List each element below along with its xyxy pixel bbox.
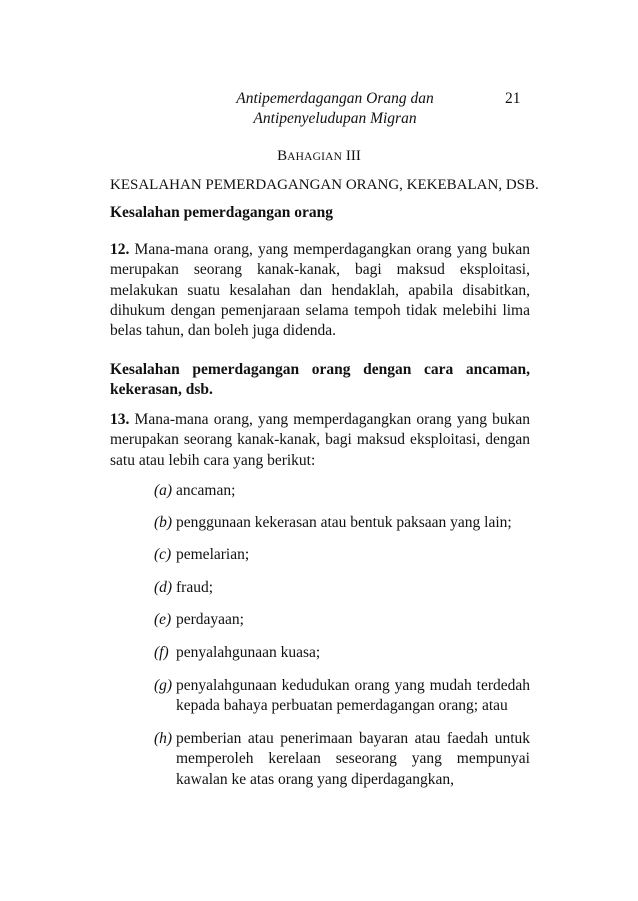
list-item — [154, 610, 530, 630]
list-item-label: (b) — [154, 514, 173, 531]
list-item-label: (e) — [154, 611, 172, 628]
list-item-text: fraud; — [176, 579, 214, 596]
header-title-line-1: Antipemerdagangan Orang dan — [236, 90, 434, 107]
list-item-label: (c) — [154, 546, 172, 563]
section-13-heading — [110, 360, 530, 401]
list-item-text: perdayaan; — [176, 611, 244, 628]
list-item — [154, 481, 530, 501]
list-item — [154, 545, 530, 565]
part-label-initial: B — [277, 148, 288, 164]
section-13-number: 13. — [110, 411, 130, 428]
list-item-text: pemberian atau penerimaan bayaran atau faedah untuk memperoleh kerelaan seseorang yang mempunyai kawalan ke atas orang yang diperdagangkan, — [176, 730, 530, 788]
list-item-label: (a) — [154, 482, 173, 499]
section-12-heading: Kesalahan pemerdagangan orang — [110, 204, 334, 221]
list-item-text: ancaman; — [176, 482, 236, 499]
list-item-text: penyalahgunaan kedudukan orang yang mudah terdedah kepada bahaya perbuatan pemerdagangan orang; atau — [176, 677, 530, 715]
list-item — [154, 513, 530, 533]
list-item-label: (h) — [154, 730, 173, 747]
list-item-text: penggunaan kekerasan atau bentuk paksaan yang lain; — [176, 514, 512, 531]
section-12-paragraph — [110, 240, 530, 341]
list-item-label: (g) — [154, 677, 173, 694]
running-header-title — [170, 89, 500, 129]
part-title: KESALAHAN PEMERDAGANGAN ORANG, KEKEBALAN, DSB. — [110, 177, 539, 193]
page-number: 21 — [505, 90, 521, 107]
part-label-smallcaps: AHAGIAN — [287, 151, 343, 163]
part-label — [0, 146, 638, 167]
part-label-numeral: III — [345, 148, 361, 164]
list-item — [154, 578, 530, 598]
list-item — [154, 676, 530, 717]
list-item-label: (d) — [154, 579, 173, 596]
section-13-heading-line-2: kekerasan, dsb. — [110, 381, 213, 399]
header-title-line-2: Antipenyeludupan Migran — [253, 110, 417, 127]
list-item-text: pemelarian; — [176, 546, 250, 563]
section-12-text: Mana-mana orang, yang memperdagangkan orang yang bukan merupakan seorang kanak-kanak, bagi maksud eksploitasi, melakukan suatu kesalahan dan hendaklah, apabila disabitkan, dihukum dengan pemenjaraan selama tempoh tidak melebihi lima belas tahun, dan boleh juga didenda. — [110, 241, 530, 340]
section-13-heading-line-1: Kesalahan pemerdagangan orang dengan cara ancaman, — [110, 361, 530, 378]
list-item — [154, 643, 530, 663]
list-item-label: (f) — [154, 644, 169, 661]
list-item — [154, 729, 530, 790]
section-13-paragraph — [110, 410, 530, 471]
list-item-text: penyalahgunaan kuasa; — [176, 644, 321, 661]
section-12-number: 12. — [110, 241, 130, 258]
section-13-text: Mana-mana orang, yang memperdagangkan orang yang bukan merupakan seorang kanak-kanak, bagi maksud eksploitasi, dengan satu atau lebih cara yang berikut: — [110, 411, 530, 469]
